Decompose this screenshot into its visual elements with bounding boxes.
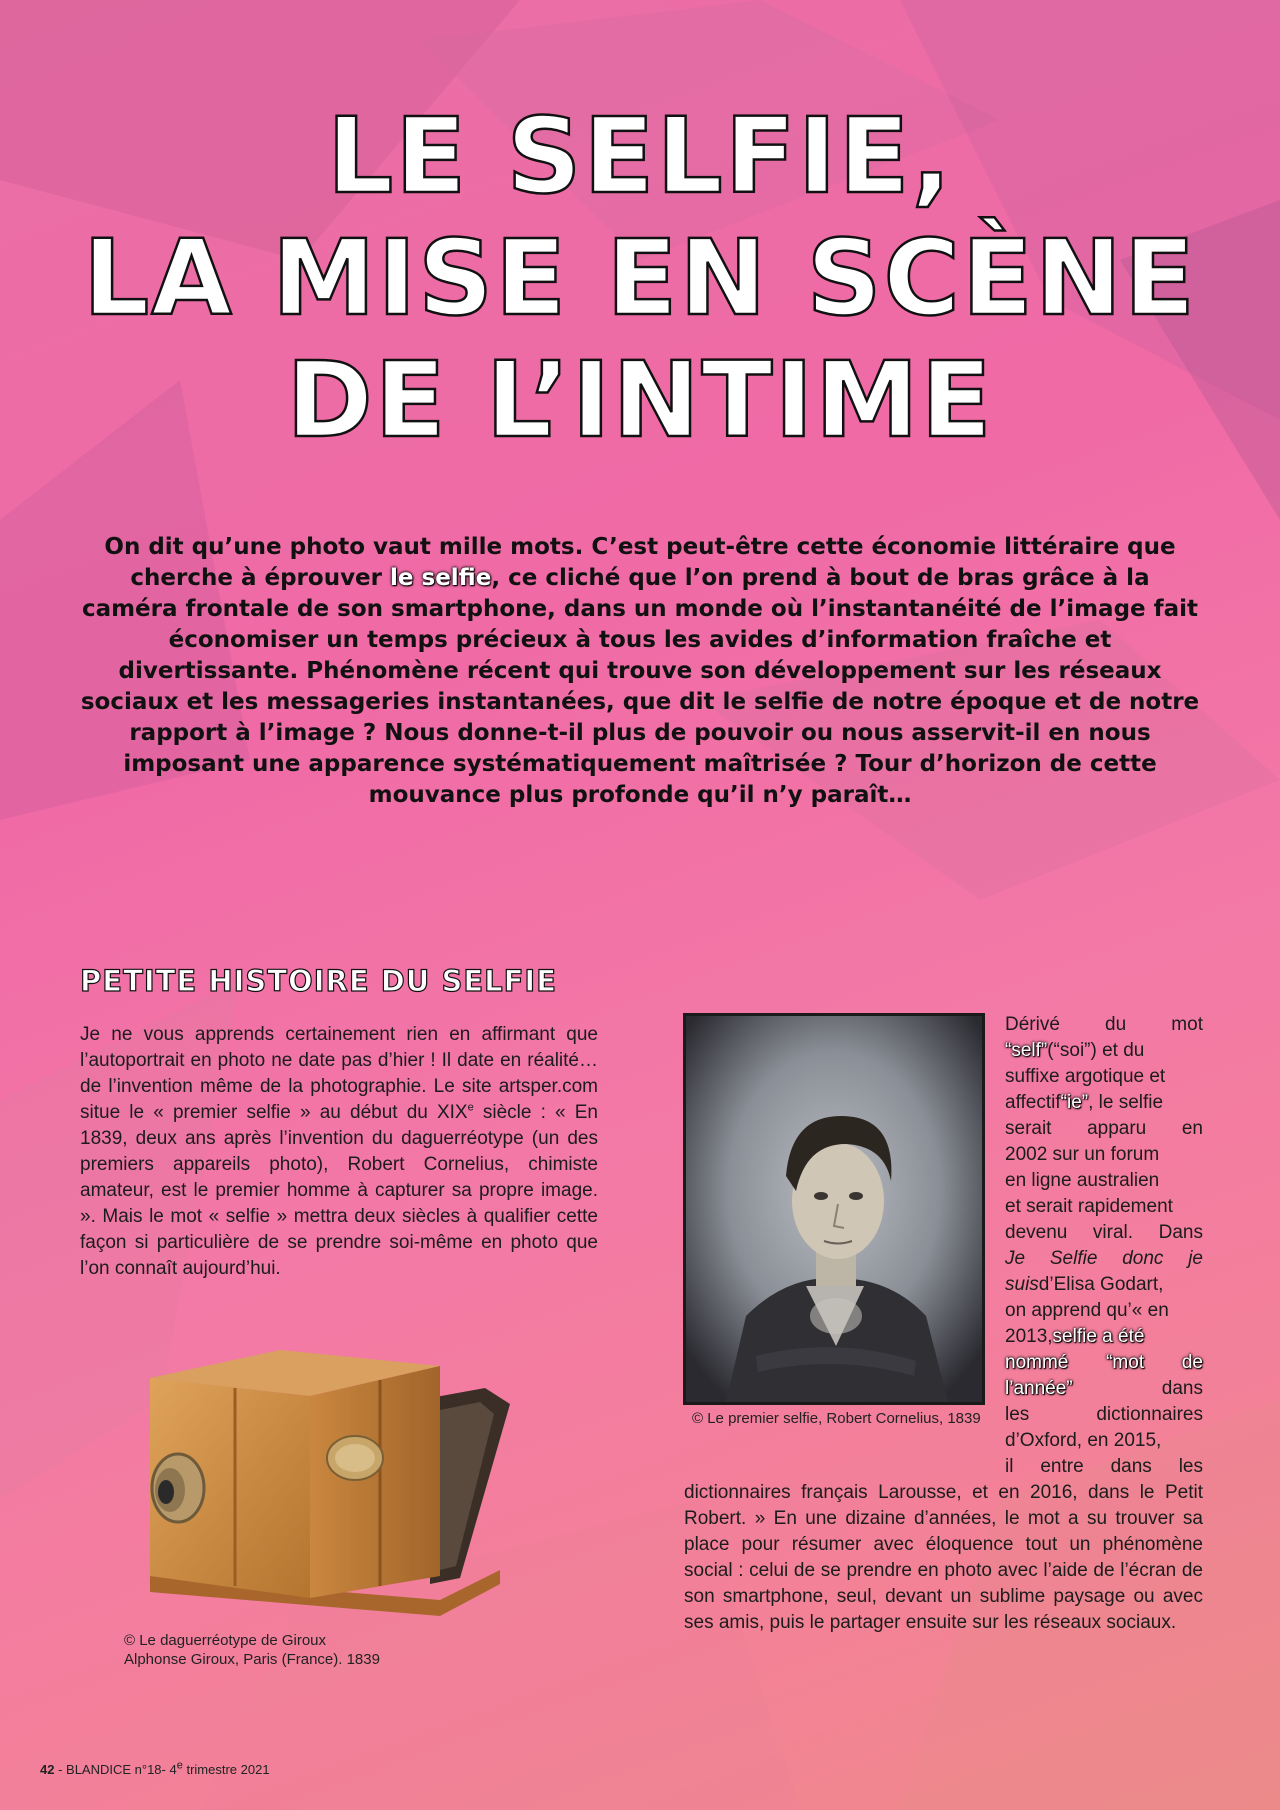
word: entre xyxy=(1040,1456,1084,1477)
word: dans xyxy=(1161,1378,1203,1399)
footer-text-end: trimestre 2021 xyxy=(182,1762,270,1777)
intro-highlight: le selfie xyxy=(390,565,492,591)
first-selfie-portrait-image xyxy=(686,1016,982,1402)
line-text: 2002 sur un forum xyxy=(1005,1144,1160,1165)
word: Dérivé xyxy=(1005,1014,1060,1035)
intro-paragraph xyxy=(80,532,1200,811)
title-line-3: DE L’INTIME xyxy=(286,339,994,461)
word: (“soi”) et du xyxy=(1047,1040,1145,1061)
intro-text-start: On dit qu’une photo vaut mille mots. C’est peut-être cette économie littéraire que cherche à éprouver xyxy=(104,534,1176,591)
word: serait xyxy=(1005,1118,1052,1139)
word: les xyxy=(1178,1456,1203,1477)
intro-text-end: , ce cliché que l’on prend à bout de bras grâce à la caméra frontale de son smartphone, dans un monde où l’instantanéité de l’image fait économiser un temps précieux à tous les avides d’information fraîche et divertissante. Phénomène récent qui trouve son développement sur les réseaux sociaux et les messageries instantanées, que dit le selfie de notre époque et de notre rapport à l’image ? Nous donne-t-il plus de pouvoir ou nous asservit-il en nous imposant une apparence systématiquement maîtrisée ? Tour d’horizon de cette mouvance plus profonde qu’il n’y paraît… xyxy=(80,565,1200,808)
highlight-word: “mot xyxy=(1106,1352,1145,1373)
footer-text: - BLANDICE n°18- 4 xyxy=(54,1762,177,1777)
word: , le selfie xyxy=(1088,1092,1164,1113)
line-text: on apprend qu’« en xyxy=(1005,1300,1169,1321)
word: apparu xyxy=(1087,1118,1147,1139)
line-text: en ligne australien xyxy=(1005,1170,1160,1191)
word: les xyxy=(1005,1404,1030,1425)
history-paragraph xyxy=(80,1022,598,1282)
word: il xyxy=(1005,1456,1014,1477)
highlight-self: “self” xyxy=(1005,1040,1048,1061)
title-line-2: LA MISE EN SCÈNE xyxy=(83,217,1197,339)
highlight-word: l’année” xyxy=(1005,1378,1073,1399)
photo-caption: © Le premier selfie, Robert Cornelius, 1839 xyxy=(692,1410,981,1427)
book-title-word: suis xyxy=(1005,1274,1039,1295)
camera-caption-line-2: Alphonse Giroux, Paris (France). 1839 xyxy=(124,1651,380,1668)
page-title xyxy=(0,95,1280,461)
book-title-word: Selfie xyxy=(1049,1248,1098,1269)
book-title-word: donc xyxy=(1122,1248,1164,1269)
word: dans xyxy=(1110,1456,1152,1477)
section-heading: PETITE HISTOIRE DU SELFIE xyxy=(80,964,558,998)
page-footer xyxy=(40,1759,270,1777)
word: 2013, xyxy=(1005,1326,1053,1347)
page-number: 42 xyxy=(40,1762,55,1777)
history-text-start: Je ne vous apprends certainement rien en affirmant que l’autoportrait en photo ne date pas d’hier ! Il date en réalité… de l’invention même de la photographie. Le site artsper.com situe le « premier selfie » au début du XIX xyxy=(80,1024,598,1123)
word: devenu xyxy=(1005,1222,1068,1243)
word: d’Elisa Godart, xyxy=(1038,1274,1164,1295)
word: affectif xyxy=(1005,1092,1061,1113)
highlight-ie: “ie” xyxy=(1060,1092,1089,1113)
title-line-1: LE SELFIE, xyxy=(326,95,954,217)
word: en xyxy=(1181,1118,1203,1139)
footer-superscript: e xyxy=(176,1759,183,1772)
word: viral. xyxy=(1092,1222,1134,1243)
word: Dans xyxy=(1158,1222,1203,1243)
word: du xyxy=(1105,1014,1127,1035)
highlight-word: de xyxy=(1181,1352,1203,1373)
superscript-e: e xyxy=(467,1101,474,1114)
etymology-column xyxy=(1005,1012,1203,1480)
word: dictionnaires xyxy=(1096,1404,1203,1425)
camera-caption-line-1: © Le daguerréotype de Giroux xyxy=(124,1632,327,1649)
etymology-continued-text: dictionnaires français Larousse, et en 2016, dans le Petit Robert. » En une dizaine d’années, le mot a su trouver sa place pour résumer avec éloquence tout un phénomène social : celui de se prendre en photo avec l’aide de l’écran de son smartphone, seul, devant un sublime paysage ou avec ses amis, puis le partager ensuite sur les réseaux sociaux. xyxy=(684,1482,1203,1633)
history-text-end: siècle : « En 1839, deux ans après l’invention du daguerréotype (un des premiers appareils photo), Robert Cornelius, chimiste amateur, est le premier homme à capturer sa propre image. ». Mais le mot « selfie » mettra deux siècles à qualifier cette façon si particulière de se prendre soi-même en photo que l’on connaît aujourd’hui. xyxy=(80,1102,598,1279)
line-text: suffixe argotique et xyxy=(1005,1066,1166,1087)
book-title-word: je xyxy=(1188,1248,1203,1269)
highlight-word: nommé xyxy=(1005,1352,1069,1373)
etymology-continued xyxy=(684,1480,1203,1636)
camera-caption xyxy=(124,1631,484,1669)
highlight-selfie: selfie a été xyxy=(1052,1326,1145,1347)
daguerreotype-camera-image xyxy=(140,1348,520,1618)
word: mot xyxy=(1171,1014,1203,1035)
line-text: d’Oxford, en 2015, xyxy=(1005,1430,1162,1451)
book-title-word: Je xyxy=(1005,1248,1026,1269)
line-text: et serait rapidement xyxy=(1005,1196,1173,1217)
